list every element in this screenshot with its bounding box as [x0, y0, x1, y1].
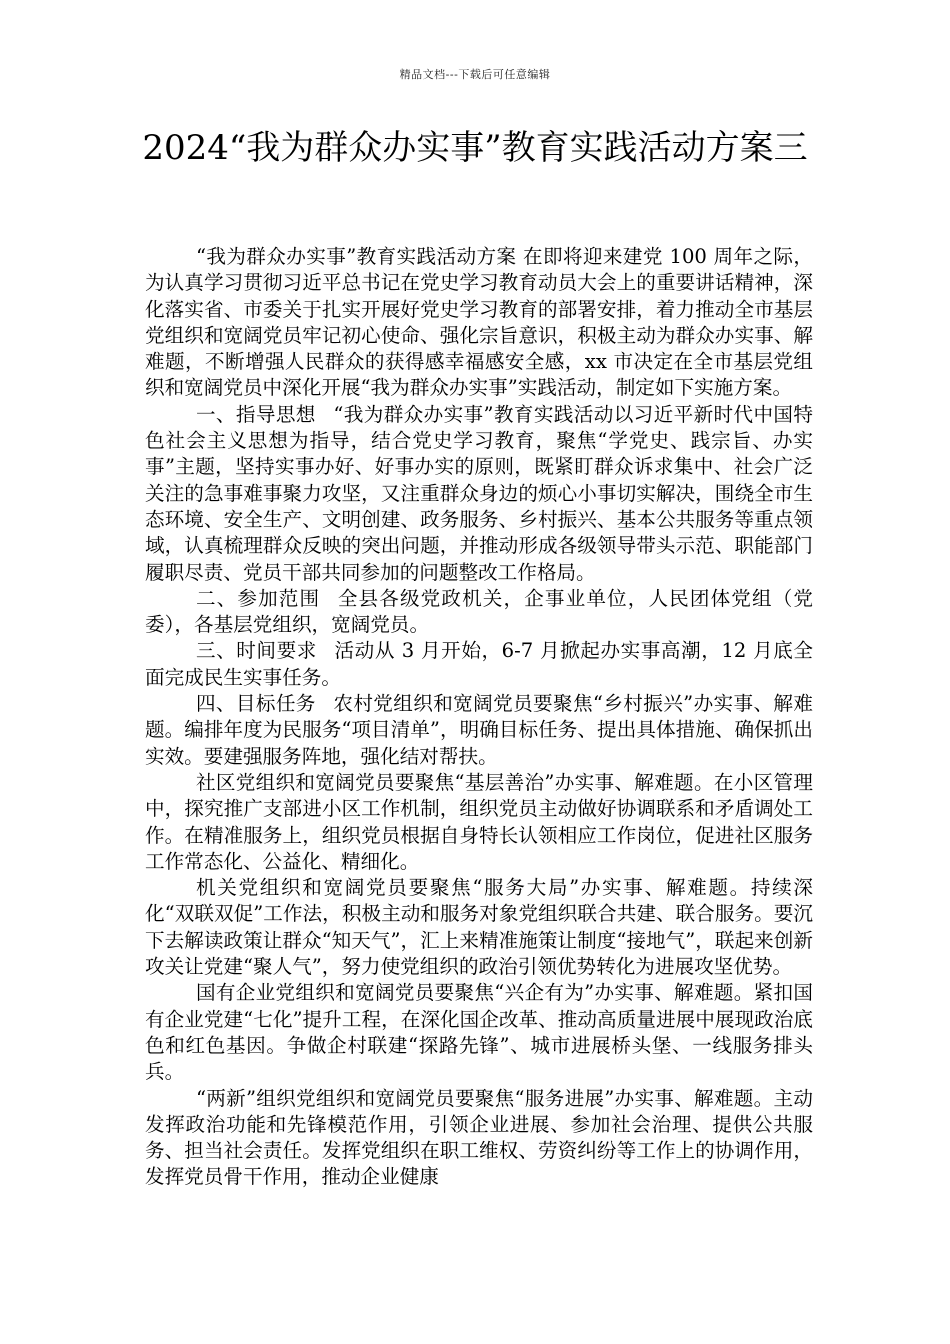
paragraph-time-requirement: [145, 638, 813, 691]
paragraph-goals: [145, 691, 813, 770]
document-body: [145, 244, 813, 1191]
paragraph-state-enterprises: [145, 980, 813, 1085]
paragraph-two-new-organizations: [145, 1086, 813, 1191]
paragraph-text: 活动从 3 月开始，6-7 月掀起办实事高潮，12 月底全面完成民生实事任务。: [145, 639, 813, 689]
paragraph-text: 社区党组织和宽阔党员要聚焦“基层善治”办实事、解难题。在小区管理中，探究推广支部进小区工作机制，组织党员主动做好协调联系和矛盾调处工作。在精准服务上，组织党员根据自身特长认领相应工作岗位，促进社区服务工作常态化、公益化、精细化。: [145, 770, 813, 873]
paragraph-intro: [145, 244, 813, 402]
paragraph-community: [145, 770, 813, 875]
paragraph-text: 机关党组织和宽阔党员要聚焦“服务大局”办实事、解难题。持续深化“双联双促”工作法，积极主动和服务对象党组织联合共建、联合服务。要沉下去解读政策让群众“知天气”，汇上来精准施策让制度“接地气”，联起来创新攻关让党建“聚人气”，努力使党组织的政治引领优势转化为进展攻坚优势。: [145, 876, 813, 979]
paragraph-text: 农村党组织和宽阔党员要聚焦“乡村振兴”办实事、解难题。编排年度为民服务“项目清单”，明确目标任务、提出具体措施、确保抓出实效。要建强服务阵地，强化结对帮扶。: [145, 692, 813, 768]
section-heading: 三、时间要求: [195, 639, 317, 663]
paragraph-text: “我为群众办实事”教育实践活动方案 在即将迎来建党 100 周年之际，为认真学习贯彻习近平总书记在党史学习教育动员大会上的重要讲话精神，深化落实省、市委关于扎实开展好党史学习教育的部署安排，着力推动全市基层党组织和宽阔党员牢记初心使命、强化宗旨意识，积极主动为群众办实事、解难题，不断增强人民群众的获得感幸福感安全感，xx 市决定在全市基层党组织和宽阔党员中深化开展“我为群众办实事”实践活动，制定如下实施方案。: [145, 245, 813, 400]
paragraph-guiding-thought: [145, 402, 813, 586]
paragraph-scope: [145, 586, 813, 639]
paragraph-text: 全县各级党政机关，企事业单位，人民团体党组（党委），各基层党组织，宽阔党员。: [145, 586, 814, 637]
paragraph-text: 国有企业党组织和宽阔党员要聚焦“兴企有为”办实事、解难题。紧扣国有企业党建“七化”提升工程，在深化国企改革、推动高质量进展中展现政治底色和红色基因。争做企村联建“探路先锋”、城市进展桥头堡、一线服务排头兵。: [145, 981, 813, 1084]
paragraph-text: “我为群众办实事”教育实践活动以习近平新时代中国特色社会主义思想为指导，结合党史学习教育，聚焦“学党史、践宗旨、办实事”主题，坚持实事办好、好事办实的原则，既紧盯群众诉求集中、社会广泛关注的急事难事聚力攻坚，又注重群众身边的烦心小事切实解决，围绕全市生态环境、安全生产、文明创建、政务服务、乡村振兴、基本公共服务等重点领域，认真梳理群众反映的突出问题，并推动形成各级领导带头示范、职能部门履职尽责、党员干部共同参加的问题整改工作格局。: [145, 402, 813, 584]
section-heading: 四、目标任务: [195, 692, 316, 716]
header-note: 精品文档---下载后可任意编辑: [399, 68, 551, 81]
document-title: 2024“我为群众办实事”教育实践活动方案三: [142, 128, 808, 168]
section-heading: 二、参加范围: [195, 586, 321, 610]
paragraph-text: “两新”组织党组织和宽阔党员要聚焦“服务进展”办实事、解难题。主动发挥政治功能和先锋模范作用，引领企业进展、参加社会治理、提供公共服务、担当社会责任。发挥党组织在职工维权、劳资纠纷等工作上的协调作用，发挥党员骨干作用，推动企业健康: [145, 1086, 813, 1189]
section-heading: 一、指导思想: [195, 402, 316, 426]
paragraph-government-organs: [145, 875, 813, 980]
